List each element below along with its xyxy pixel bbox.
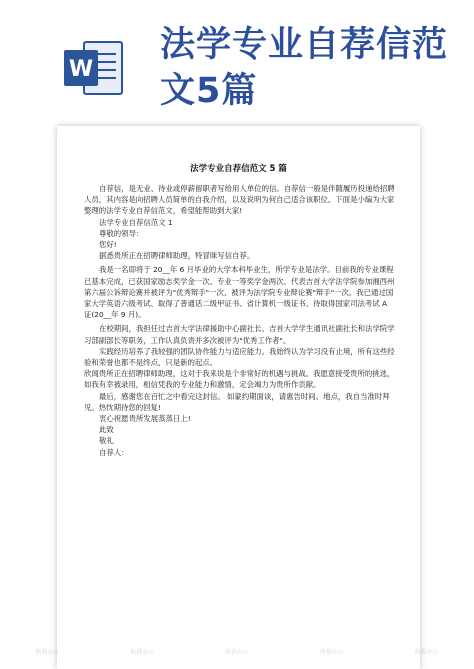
campus-paragraph: 在校期间，我担任过吉首大学法律援助中心副社长、吉首大学学生通讯社副社长和法学院学习部副部长等职务，工作认真负责并多次被评为"优秀工作者"。 <box>84 324 395 345</box>
watermark-strip <box>0 647 474 663</box>
word-icon-letter: W <box>68 57 94 82</box>
header-banner <box>0 0 474 125</box>
application-paragraph: 欣闻贵所正在招聘律师助理，这对于我来说是个非常好的机遇与挑战。我愿意接受贵所的挑选，如我有幸被录用，相信凭我的专业能力和激情，定会竭力为贵所作贡献。 <box>84 369 395 390</box>
signature-line: 自荐人： <box>99 447 129 457</box>
purpose-paragraph: 据悉贵所正在招聘律师助理，特冒昧写信自荐。 <box>99 251 255 261</box>
closing-paragraph: 最后，感谢您在百忙之中看完这封信。 如蒙约期面谈，请惠告时间、地点，我自当准时拜见。热忱期待您的回复! <box>84 391 390 412</box>
watermark-text: 熊猫办公 <box>224 649 249 656</box>
watermark-text: 熊猫办公 <box>130 649 155 656</box>
word-document-icon <box>62 36 126 100</box>
wishes-line: 衷心祝愿贵所发展蒸蒸日上! <box>99 414 191 424</box>
document-body <box>84 183 396 458</box>
salute-line: 敬礼 <box>99 436 114 446</box>
regards-line: 此致 <box>99 425 114 435</box>
salutation: 尊敬的领导： <box>99 228 144 238</box>
watermark-text: 熊猫办公 <box>35 649 60 656</box>
intro-paragraph: 自荐信，是无业、待业或停薪留职者写给用人单位的信。自荐信一般是伴随履历投递给招聘人员，其内容是向招聘人员简单的自我介绍，以及说明为何自己适合该职位。下面是小编为大家整理的法学专业自荐信范文，希望能帮助到大家! <box>84 184 395 216</box>
watermark-text: 熊猫办公 <box>319 649 344 656</box>
watermark-text: 熊猫办公 <box>414 649 439 656</box>
greeting: 您好! <box>99 240 117 250</box>
education-paragraph: 我是一名即将于 20__年 6 月毕业的大学本科毕业生，所学专业是法学。目前我的专业课程已基本完成，已获国家励志奖学金一次、专业一等奖学金两次、代表吉首大学法学院参加湘西州第六届公诉辩论赛并被评为"优秀辩手"一次、被评为法学院专业辩论赛"辩手"一次。我已通过国家大学英语六级考试、取得了普通话二级甲证书、省计算机一级证书、待取得国家司法考试 A 证(20__年 9 月)。 <box>84 265 395 320</box>
section-heading: 法学专业自荐信范文 1 <box>99 217 173 227</box>
experience-paragraph: 实践经历培养了我较强的团队协作能力与适应能力。我始终认为学习没有止境，所有这些经验和荣誉也都不是终点，只是新的起点。 <box>84 346 395 368</box>
document-title: 法学专业自荐信范文 5 篇 <box>190 164 287 174</box>
document-page <box>57 126 420 669</box>
page-title: 法学专业自荐信范文5篇 <box>160 25 449 111</box>
